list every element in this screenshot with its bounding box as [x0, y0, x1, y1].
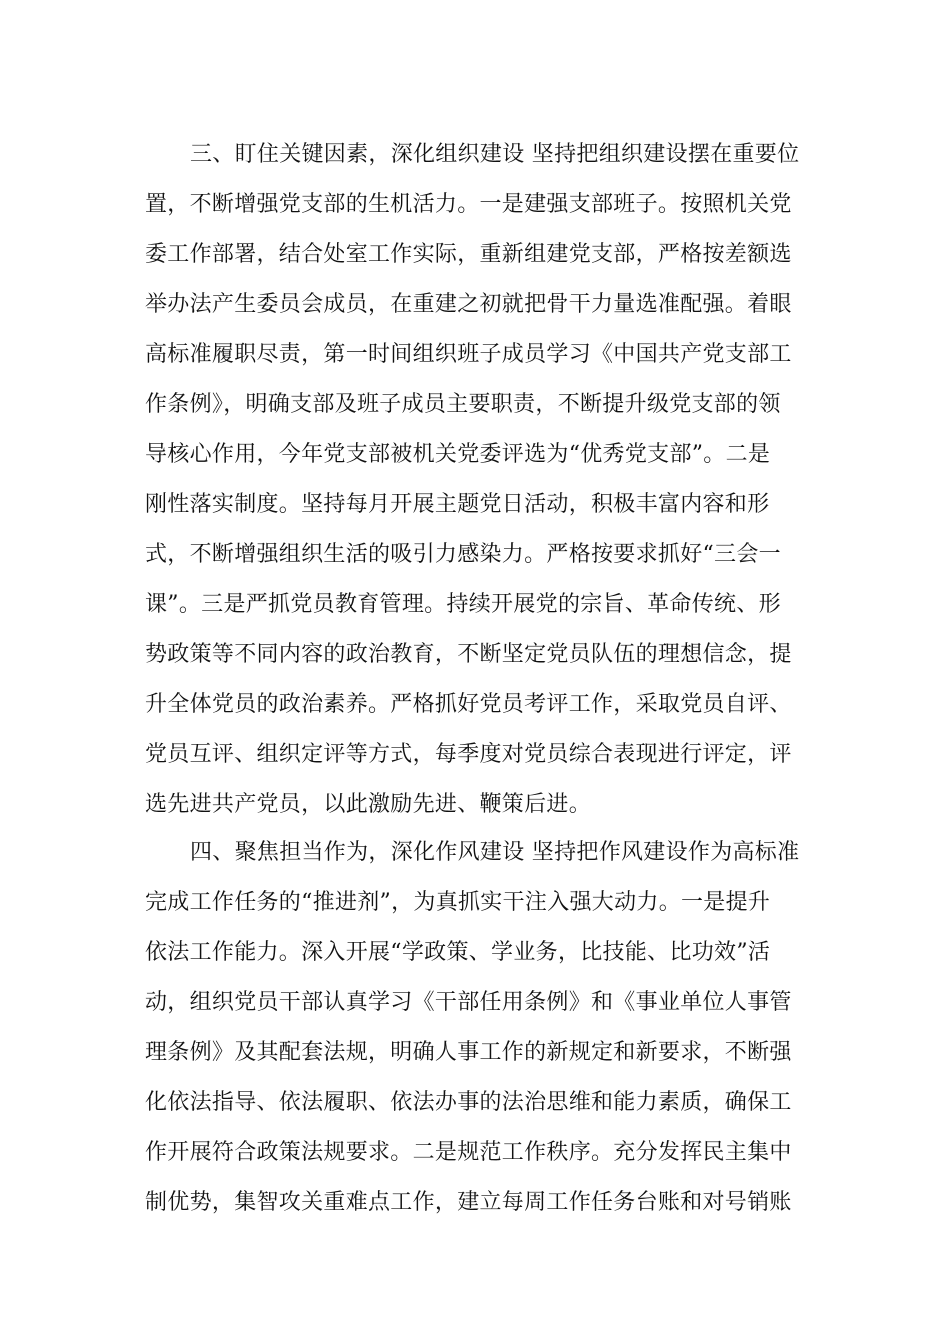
paragraph-line: 委工作部署，结合处室工作实际，重新组建党支部，严格按差额选 — [145, 242, 792, 267]
paragraph-line: 作开展符合政策法规要求。二是规范工作秩序。充分发挥民主集中 — [145, 1140, 792, 1165]
paragraph-line: 课”。三是严抓党员教育管理。持续开展党的宗旨、革命传统、形 — [145, 592, 781, 617]
paragraph-line: 式，不断增强组织生活的吸引力感染力。严格按要求抓好“三会一 — [145, 542, 781, 567]
paragraph-line: 四、聚焦担当作为，深化作风建设 坚持把作风建设作为高标准 — [190, 840, 800, 865]
paragraph-line: 三、盯住关键因素，深化组织建设 坚持把组织建设摆在重要位 — [190, 142, 800, 167]
paragraph-line: 置，不断增强党支部的生机活力。一是建强支部班子。按照机关党 — [145, 192, 792, 217]
paragraph-line: 升全体党员的政治素养。严格抓好党员考评工作，采取党员自评、 — [145, 692, 792, 717]
paragraph-line: 动，组织党员干部认真学习《干部任用条例》和《事业单位人事管 — [145, 990, 792, 1015]
paragraph-line: 势政策等不同内容的政治教育，不断坚定党员队伍的理想信念，提 — [145, 642, 792, 667]
paragraph-line: 作条例》，明确支部及班子成员主要职责，不断提升级党支部的领 — [145, 392, 781, 417]
paragraph-line: 党员互评、组织定评等方式，每季度对党员综合表现进行评定，评 — [145, 742, 792, 767]
paragraph-line: 化依法指导、依法履职、依法办事的法治思维和能力素质，确保工 — [145, 1090, 792, 1115]
paragraph-line: 完成工作任务的“推进剂”，为真抓实干注入强大动力。一是提升 — [145, 890, 771, 915]
paragraph-line: 举办法产生委员会成员，在重建之初就把骨干力量选准配强。着眼 — [145, 292, 792, 317]
paragraph-line: 制优势，集智攻关重难点工作，建立每周工作任务台账和对号销账 — [145, 1190, 792, 1215]
paragraph-line: 选先进共产党员，以此激励先进、鞭策后进。 — [145, 792, 592, 817]
paragraph-line: 理条例》及其配套法规，明确人事工作的新规定和新要求，不断强 — [145, 1040, 792, 1065]
paragraph-line: 依法工作能力。深入开展“学政策、学业务，比技能、比功效”活 — [145, 940, 771, 965]
paragraph-line: 高标准履职尽责，第一时间组织班子成员学习《中国共产党支部工 — [145, 342, 792, 367]
paragraph-line: 导核心作用，今年党支部被机关党委评选为“优秀党支部”。二是 — [145, 442, 771, 467]
paragraph-line: 刚性落实制度。坚持每月开展主题党日活动，积极丰富内容和形 — [145, 492, 770, 517]
